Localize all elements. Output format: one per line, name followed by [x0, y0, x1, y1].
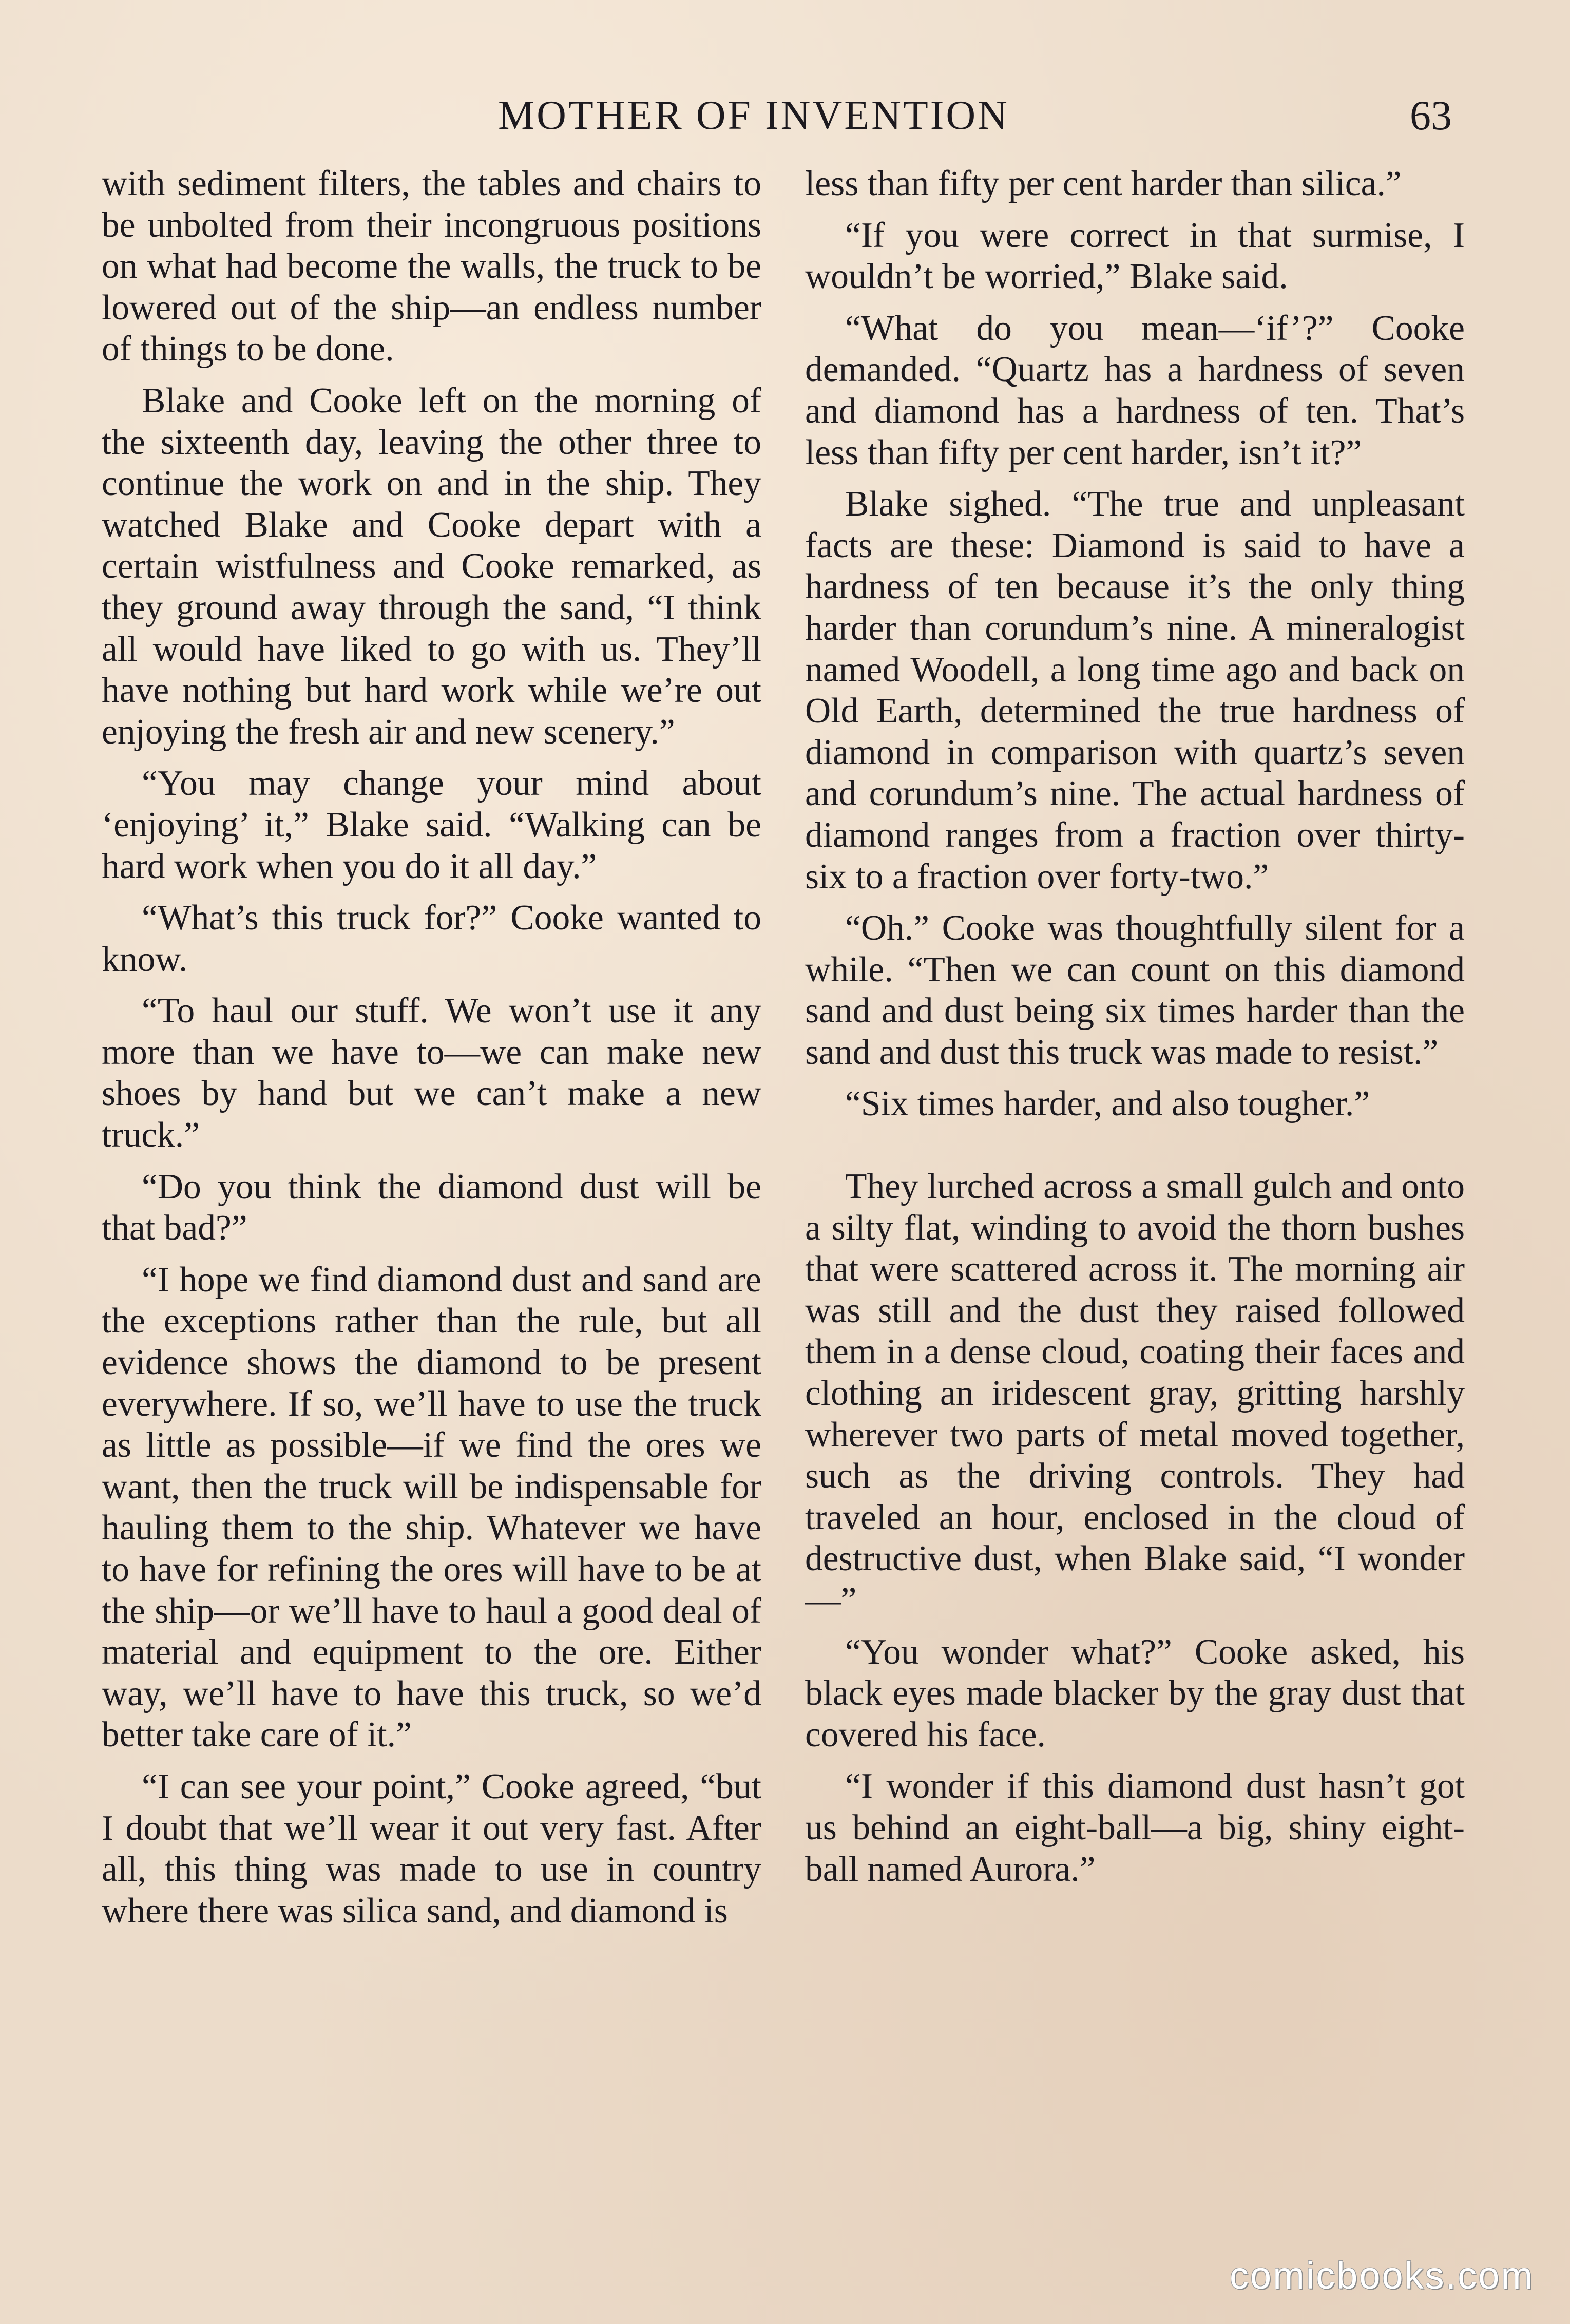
left-column — [102, 163, 761, 1942]
paragraph: less than fifty per cent harder than silica.” — [805, 164, 1402, 203]
paragraph: “What do you mean—‘if’?” Cooke demanded. “Quartz has a hardness of seven and diamond has a hardness of ten. That’s less than fifty per cent harder, isn’t it?” — [805, 308, 1465, 472]
paragraph: Blake and Cooke left on the morning of the sixteenth day, leaving the other three to continue the work on and in the ship. They watched Blake and Cooke depart with a certain wistfulness and Cooke remarked, as they ground away through the sand, “I think all would have liked to go with us. They’ll have nothing but hard work while we’re out enjoying the fresh air and new scenery.” — [102, 380, 761, 752]
paragraph: “To haul our stuff. We won’t use it any more than we have to—we can make new shoes by hand but we can’t make a new truck.” — [102, 991, 761, 1155]
paragraph: “I hope we find diamond dust and sand are the exceptions rather than the rule, but all evidence shows the diamond to be present everywhere. If so, we’ll have to use the truck as little as possible—if we find the ores we want, then the truck will be indispensable for hauling them to the ship. Whatever we have to have for refining the ores will have to be at the ship—or we’ll have to haul a good deal of material and equipment to the ore. Either way, we’ll have to have this truck, so we’d better take care of it.” — [102, 1260, 761, 1755]
paragraph: “Oh.” Cooke was thoughtfully silent for a while. “Then we can count on this diamond sand and dust being six times harder than the sand and dust this truck was made to resist.” — [805, 908, 1465, 1072]
site-watermark: comicbooks.com — [1229, 2254, 1534, 2297]
paragraph: “You wonder what?” Cooke asked, his black eyes made blacker by the gray dust that covered his face. — [805, 1632, 1465, 1755]
paragraph: with sediment filters, the tables and chairs to be unbolted from their incongruous positions on what had become the walls, the truck to be lowered out of the ship—an endless number of things to be done. — [102, 164, 761, 369]
paragraph: “You may change your mind about ‘enjoying’ it,” Blake said. “Walking can be hard work when you do it all day.” — [102, 764, 761, 886]
page-header — [0, 87, 1570, 149]
paragraph: “If you were correct in that surmise, I wouldn’t be worried,” Blake said. — [805, 215, 1465, 297]
right-column — [805, 163, 1465, 1900]
paragraph: “I can see your point,” Cooke agreed, “but I doubt that we’ll wear it out very fast. After all, this thing was made to use in country where there was silica sand, and diamond is — [102, 1766, 761, 1931]
paragraph: “Do you think the diamond dust will be that bad?” — [102, 1167, 761, 1248]
paragraph: “I wonder if this diamond dust hasn’t got us behind an eight-ball—a big, shiny eight-ball named Aurora.” — [805, 1766, 1465, 1889]
paragraph: Blake sighed. “The true and unpleasant facts are these: Diamond is said to have a hardness of ten because it’s the only thing harder than corundum’s nine. A mineralogist named Woodell, a long time ago and back on Old Earth, determined the true hardness of diamond in comparison with quartz’s seven and corundum’s nine. The actual hardness of diamond ranges from a fraction over thirty-six to a fraction over forty-two.” — [805, 484, 1465, 897]
paragraph: They lurched across a small gulch and onto a silty flat, winding to avoid the thorn bushes that were scattered across it. The morning air was still and the dust they raised followed them in a dense cloud, coating their faces and clothing an iridescent gray, gritting harshly wherever two parts of metal moved together, such as the driving controls. They had traveled an hour, enclosed in the cloud of destructive dust, when Blake said, “I wonder—” — [805, 1167, 1465, 1620]
page-number: 63 — [1410, 92, 1452, 139]
paragraph: “Six times harder, and also tougher.” — [845, 1084, 1370, 1124]
running-title: MOTHER OF INVENTION — [498, 93, 1009, 138]
paragraph: “What’s this truck for?” Cooke wanted to know. — [102, 898, 761, 979]
